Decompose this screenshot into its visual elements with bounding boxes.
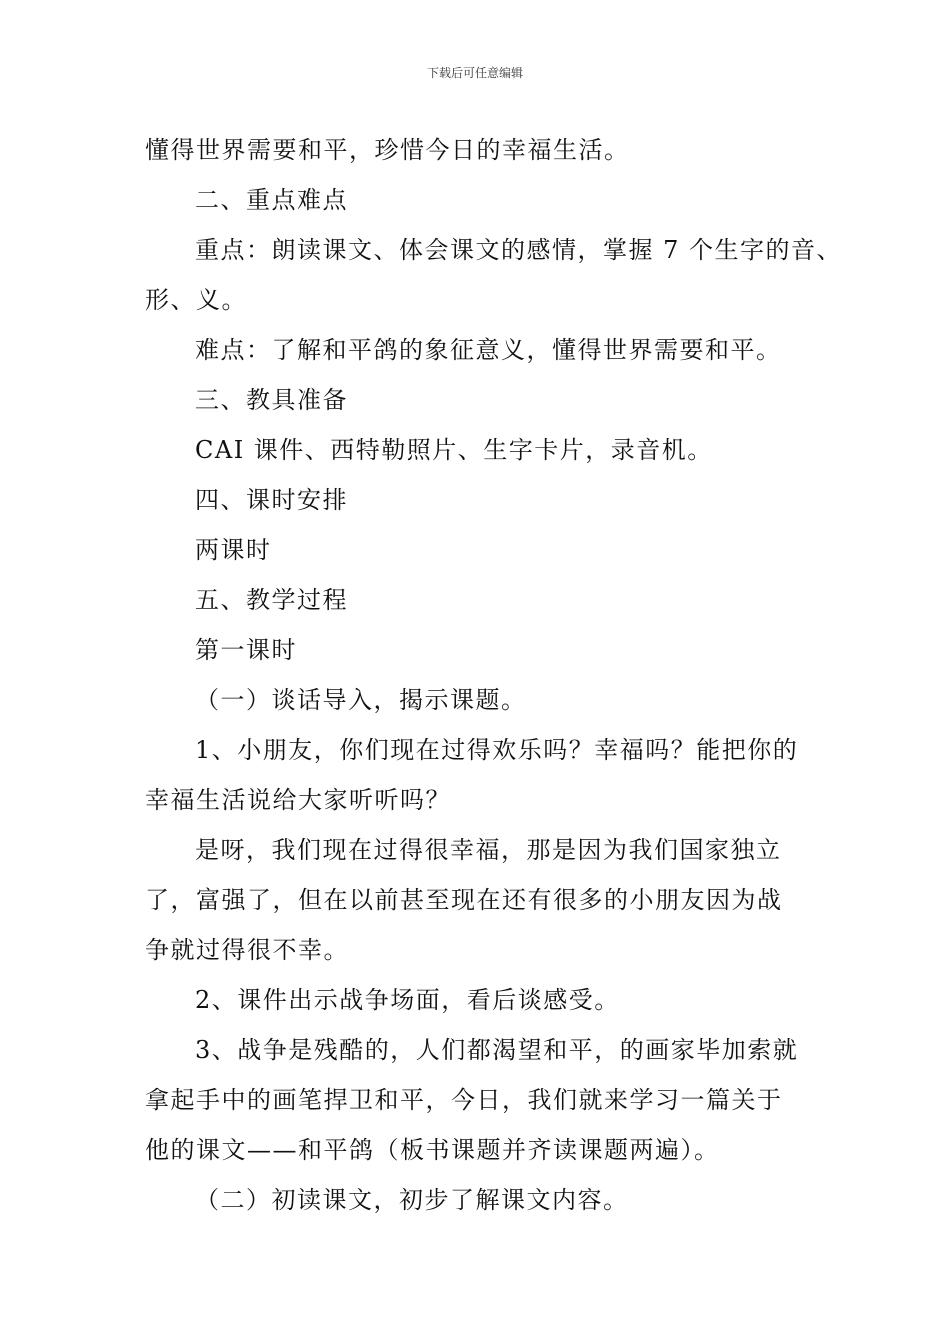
document-body <box>145 125 843 1225</box>
step-heading: （二）初读课文，初步了解课文内容。 <box>195 1186 629 1214</box>
text-line: 难点：了解和平鸽的象征意义，懂得世界需要和平。 <box>195 336 782 364</box>
text-line: CAI 课件、西特勒照片、生字卡片，录音机。 <box>195 436 713 464</box>
text-line: 了，富强了，但在以前甚至现在还有很多的小朋友因为战 <box>145 886 783 914</box>
subsection-heading: 第一课时 <box>195 636 297 664</box>
text-line: 3、战争是残酷的，人们都渴望和平，的画家毕加索就 <box>195 1036 799 1064</box>
section-heading: 二、重点难点 <box>195 186 348 214</box>
section-heading: 五、教学过程 <box>195 586 348 614</box>
page-header: 下载后可任意编辑 <box>426 66 523 80</box>
text-line: 2、课件出示战争场面，看后谈感受。 <box>195 986 620 1014</box>
text-line: 重点：朗读课文、体会课文的感情，掌握 7 个生字的音、 <box>195 236 843 264</box>
text-line: 懂得世界需要和平，珍惜今日的幸福生活。 <box>145 136 630 164</box>
text-line: 争就过得很不幸。 <box>145 936 349 964</box>
text-line: 两课时 <box>195 536 272 564</box>
section-heading: 四、课时安排 <box>195 486 348 514</box>
step-heading: （一）谈话导入，揭示课题。 <box>195 686 527 714</box>
section-heading: 三、教具准备 <box>195 386 348 414</box>
text-line: 形、义。 <box>145 286 247 314</box>
text-line: 是呀，我们现在过得很幸福，那是因为我们国家独立 <box>195 836 782 864</box>
text-line: 他的课文——和平鸽（板书课题并齐读课题两遍）。 <box>145 1136 720 1164</box>
text-line: 拿起手中的画笔捍卫和平，今日，我们就来学习一篇关于 <box>145 1086 783 1114</box>
text-line: 1、小朋友，你们现在过得欢乐吗？幸福吗？能把你的 <box>195 736 799 764</box>
text-line: 幸福生活说给大家听听吗？ <box>145 786 451 814</box>
